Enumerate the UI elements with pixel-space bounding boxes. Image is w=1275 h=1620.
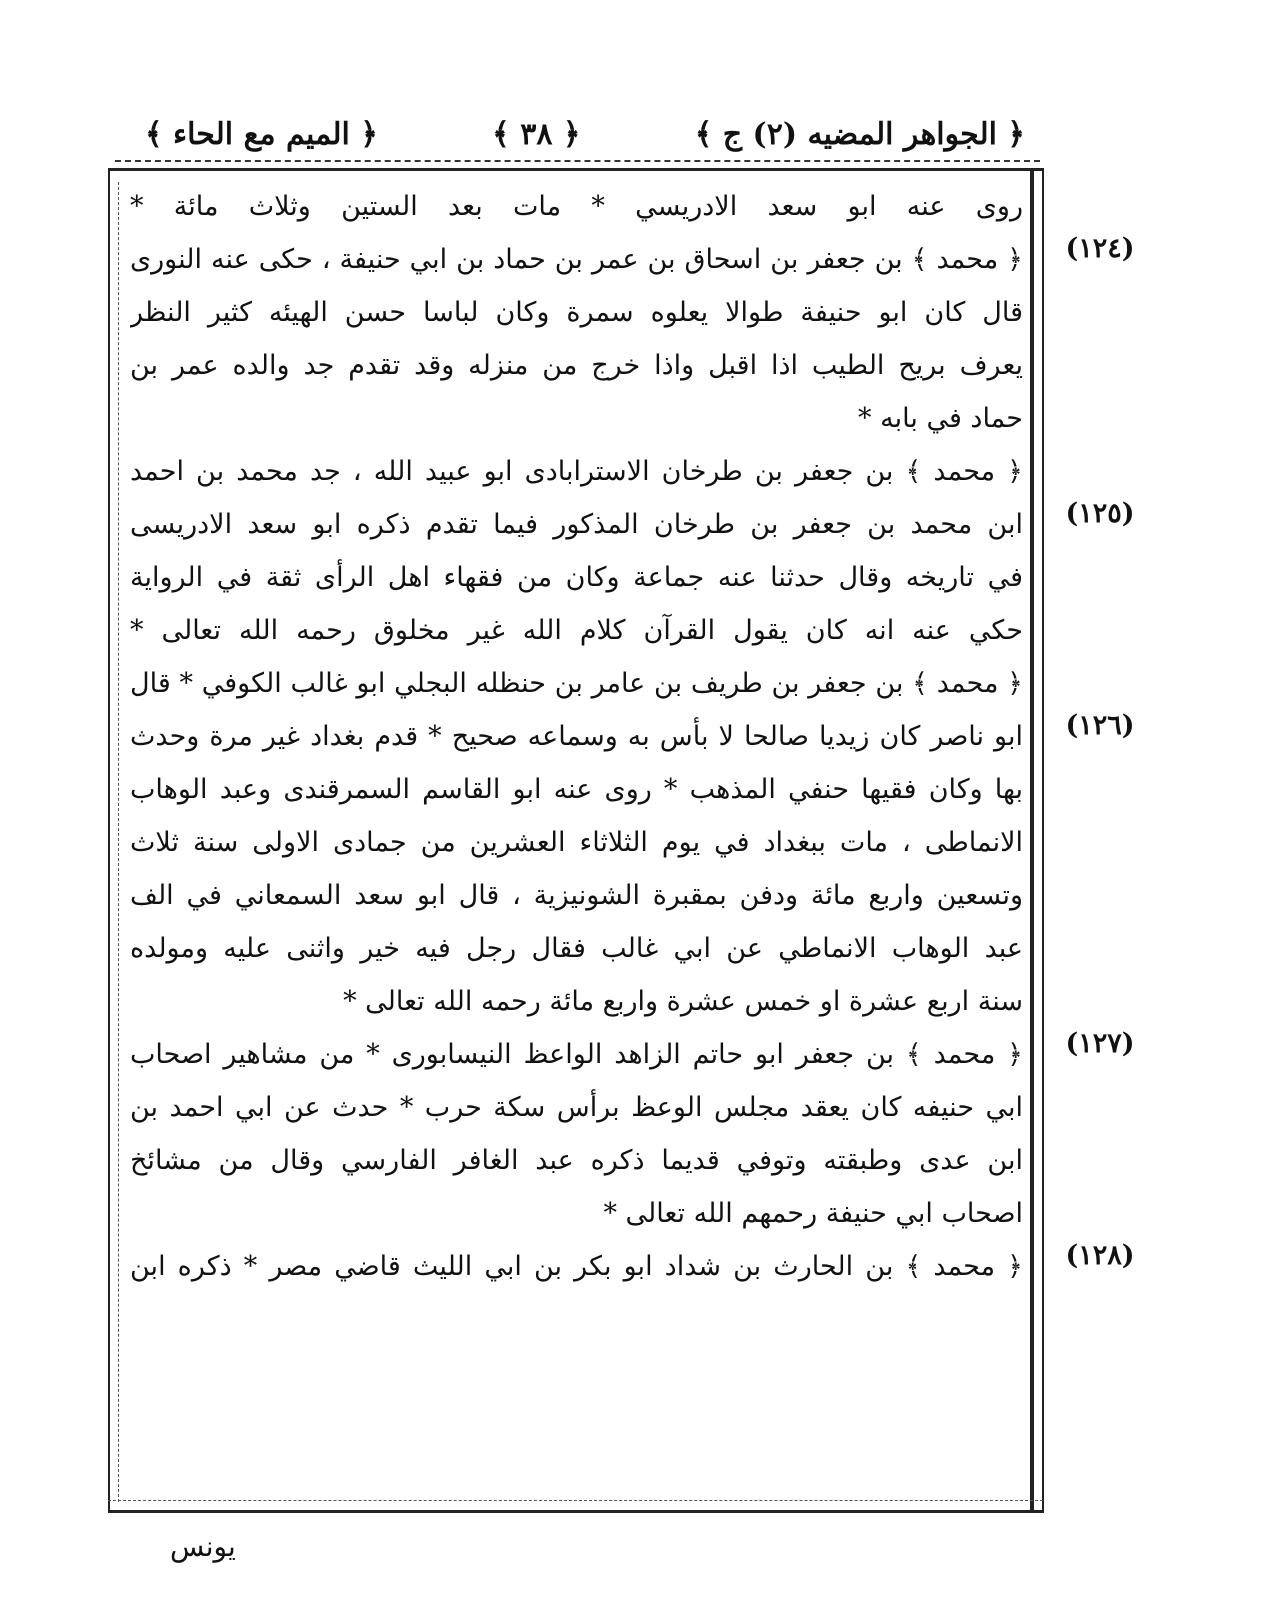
- frame-right-thin-rule: [1042, 168, 1044, 1513]
- text-line: ابن محمد بن جعفر بن طرخان المذكور فيما تقدم ذكره ابو سعد الادريسى: [130, 509, 1023, 540]
- catchword: يونس: [170, 1530, 236, 1563]
- text-line: حكي عنه انه كان يقول القرآن كلام الله غير مخلوق رحمه الله تعالى *: [130, 615, 1023, 646]
- header-page-number: ﴿ ٣٨ ﴾: [492, 116, 581, 152]
- text-line: ابو ناصر كان زيديا صالحا لا بأس به وسماعه صحيح * قدم بغداد غير مرة وحدث: [130, 721, 1023, 752]
- text-line: سنة اربع عشرة او خمس عشرة واربع مائة رحمه الله تعالى *: [343, 986, 1023, 1017]
- text-line: اصحاب ابي حنيفة رحمهم الله تعالى *: [603, 1198, 1023, 1229]
- frame-right-thick-rule: [1030, 168, 1034, 1513]
- text-line: قال كان ابو حنيفة طوالا يعلوه سمرة وكان لباسا حسن الهيئه كثير النظر: [130, 297, 1023, 328]
- text-line: ﴿ محمد ﴾ بن جعفر بن طريف بن عامر بن حنظله البجلي ابو غالب الكوفي * قال: [130, 668, 1023, 699]
- main-text-block: [130, 180, 1023, 1293]
- header-rule: [115, 160, 1040, 162]
- header-section-title: ﴿ الميم مع الحاء ﴾: [145, 116, 378, 152]
- text-line: وتسعين واربع مائة ودفن بمقبرة الشونيزية ، قال ابو سعد السمعاني في الف: [130, 880, 1023, 911]
- entry-number-126: (١٢٦): [1065, 710, 1135, 741]
- text-line: ابي حنيفه كان يعقد مجلس الوعظ برأس سكة حرب * حدث عن ابي احمد بن: [130, 1092, 1023, 1123]
- header-book-title: ﴿ الجواهر المضيه (٢) ج ﴾: [694, 116, 1025, 152]
- entry-number-128: (١٢٨): [1065, 1240, 1135, 1271]
- frame-left-inner-rule: [118, 182, 119, 1502]
- entry-number-124: (١٢٤): [1065, 233, 1135, 264]
- text-line: يعرف بريح الطيب اذا اقبل واذا خرج من منزله وقد تقدم جد والده عمر بن: [130, 350, 1023, 381]
- text-line: في تاريخه وقال حدثنا عنه جماعة وكان من فقهاء اهل الرأى ثقة في الرواية: [130, 562, 1023, 593]
- text-line: ابن عدى وطبقته وتوفي قديما ذكره عبد الغافر الفارسي وقال من مشائخ: [130, 1145, 1023, 1176]
- text-line: عبد الوهاب الانماطي عن ابي غالب فقال رجل فيه خير واثنى عليه ومولده: [130, 933, 1023, 964]
- frame-bottom-inner-rule: [108, 1500, 1043, 1501]
- text-line: ﴿ محمد ﴾ بن جعفر بن طرخان الاسترابادى ابو عبيد الله ، جد محمد بن احمد: [130, 456, 1023, 487]
- text-line: حماد في بابه *: [858, 403, 1023, 434]
- running-header: [145, 110, 1025, 158]
- text-line: ﴿ محمد ﴾ بن جعفر ابو حاتم الزاهد الواعظ النيسابورى * من مشاهير اصحاب: [130, 1039, 1023, 1070]
- entry-number-125: (١٢٥): [1065, 498, 1135, 529]
- text-line: ﴿ محمد ﴾ بن الحارث بن شداد ابو بكر بن ابي الليث قاضي مصر * ذكره ابن: [130, 1251, 1023, 1282]
- text-line: روى عنه ابو سعد الادريسي * مات بعد الستين وثلاث مائة *: [130, 191, 1023, 222]
- text-line: بها وكان فقيها حنفي المذهب * روى عنه ابو القاسم السمرقندى وعبد الوهاب: [130, 774, 1023, 805]
- entry-number-127: (١٢٧): [1065, 1028, 1135, 1059]
- text-line: ﴿ محمد ﴾ بن جعفر بن اسحاق بن عمر بن حماد بن ابي حنيفة ، حكى عنه النورى: [130, 244, 1023, 275]
- text-line: الانماطى ، مات ببغداد في يوم الثلاثاء العشرين من جمادى الاولى سنة ثلاث: [130, 827, 1023, 858]
